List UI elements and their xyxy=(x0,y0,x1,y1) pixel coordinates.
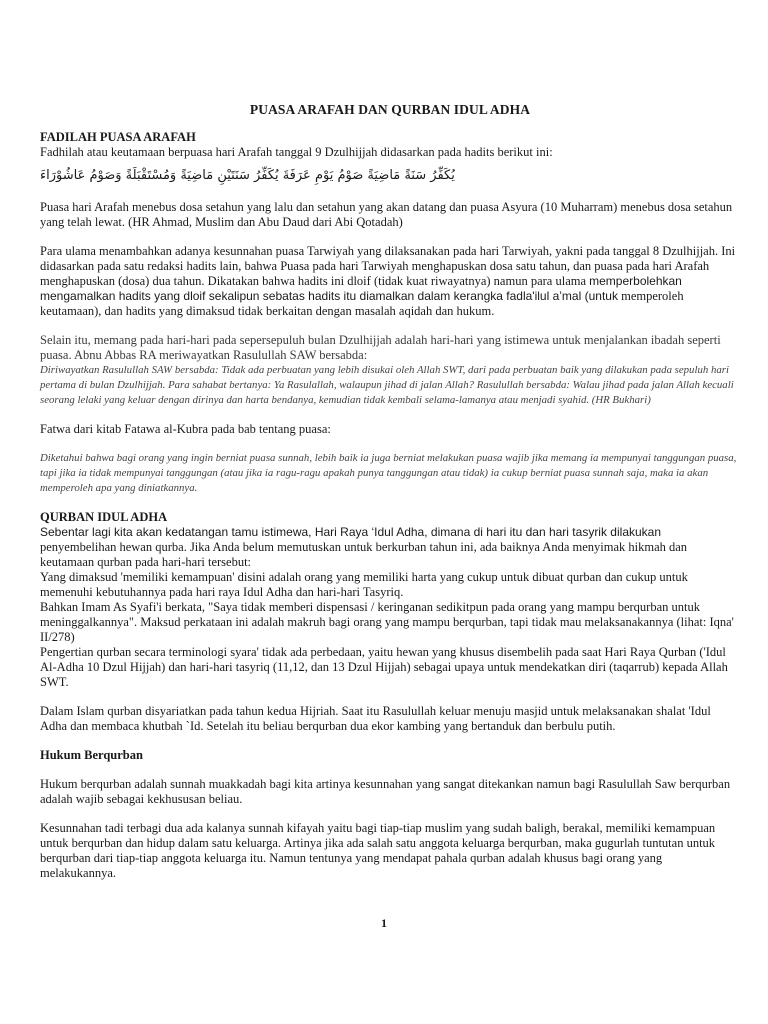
paragraph-tarwiyah-part3: memperoleh keutamaan), dan hadits yang dimaksud tidak berkaitan dengan masalah aqidah dan hukum. xyxy=(40,289,684,318)
paragraph-qurban-intro-part2: penyembelihan hewan qurba. Jika Anda belum memutuskan untuk berkurban tahun ini, ada baiknya Anda menyimak hikmah dan keutamaan qurban pada hari-hari tersebut: xyxy=(40,540,688,569)
paragraph-tarwiyah-part2: memperbolehkan mengamalkan hadits yang dloif sekalipun sebatas hadits itu diamalkan dalam kerangka fadla'ilul a’mal (untuk xyxy=(40,274,682,303)
paragraph-arafah-benefit: Puasa hari Arafah menebus dosa setahun yang lalu dan setahun yang akan datang dan puasa Asyura (10 Muharram) menebus dosa setahun yang telah lewat. (HR Ahmad, Muslim dan Abu Daud dari Abi Qotadah) xyxy=(40,200,733,229)
section-heading-fadilah: FADILAH PUASA ARAFAH xyxy=(40,130,196,144)
paragraph-fatwa: Fatwa dari kitab Fatawa al-Kubra pada bab tentang puasa: xyxy=(40,422,331,436)
document-body xyxy=(40,102,740,881)
paragraph-tarwiyah-part1: Para ulama menambahkan adanya kesunnahan puasa Tarwiyah yang dilaksanakan pada hari Tarwiyah, yakni pada tanggal 8 Dzulhijjah. Ini didasarkan pada satu redaksi hadits lain, bahwa Puasa pada hari Tarwiyah menghapuskan dosa satu tahun, dan puasa pada hari Arafah menghapuskan (dosa) dua tahun. Dikatakan bahwa hadits ini dloif (tidak kuat riwayatnya) namun para ulama xyxy=(40,244,736,288)
section-heading-qurban: QURBAN IDUL ADHA xyxy=(40,510,168,524)
paragraph-pengertian: Pengertian qurban secara terminologi syara' tidak ada perbedaan, yaitu hewan yang khusus disembelih pada saat Hari Raya Qurban ('Idul Al-Adha 10 Dzul Hijjah) dan hari-hari tasyriq (11,12, dan 13 Dzul Hijjah) sebagai upaya untuk mendekatkan diri (taqarrub) kepada Allah SWT. xyxy=(40,645,728,689)
section-heading-hukum: Hukum Berqurban xyxy=(40,748,143,762)
page-number: 1 xyxy=(381,916,387,930)
paragraph-imam-syafii: Bahkan Imam As Syafi'i berkata, "Saya tidak memberi dispensasi / keringanan sedikitpun pada orang yang mampu berqurban untuk meninggalkannya". Maksud perkataan ini adalah makruh bagi orang yang mampu berqurban, tapi tidak mau melaksanakannya (lihat: Iqna' II/278) xyxy=(40,600,734,644)
paragraph-hukum: Hukum berqurban adalah sunnah muakkadah bagi kita artinya kesunnahan yang sangat ditekankan namun bagi Rasulullah Saw berqurban adalah wajib sebagai kekhususan beliau. xyxy=(40,777,731,806)
paragraph-qurban-intro-part1: Sebentar lagi kita akan kedatangan tamu istimewa, Hari Raya ‘Idul Adha, dimana di hari itu dan hari tasyrik dilakukan xyxy=(40,525,662,539)
paragraph-kesunnahan: Kesunnahan tadi terbagi dua ada kalanya sunnah kifayah yaitu bagi tiap-tiap muslim yang sudah baligh, berakal, memiliki kemampuan untuk berqurban dan hidup dalam satu keluarga. Artinya jika ada salah satu anggota keluarga berqurban, maka gugurlah tuntutan untuk berqurban dari tiap-tiap anggota keluarga itu. Namun tentunya yang mendapat pahala qurban adalah khusus bagi orang yang melakukannya. xyxy=(40,821,716,880)
paragraph-dzulhijjah: Selain itu, memang pada hari-hari pada sepersepuluh bulan Dzulhijjah adalah hari-hari yang istimewa untuk menjalankan ibadah seperti puasa. Abnu Abbas RA meriwayatkan Rasulullah SAW bersabda: xyxy=(40,333,721,362)
paragraph-sejarah: Dalam Islam qurban disyariatkan pada tahun kedua Hijriah. Saat itu Rasulullah keluar menuju masjid untuk melaksanakan shalat 'Idul Adha dan membaca khutbah `Id. Setelah itu beliau berqurban dua ekor kambing yang bertanduk dan berbulu putih. xyxy=(40,704,711,733)
paragraph-tarwiyah xyxy=(40,244,740,319)
quote-fatwa: Diketahui bahwa bagi orang yang ingin berniat puasa sunnah, lebih baik ia juga berniat melakukan puasa wajib jika memang ia mempunyai tanggungan puasa, tapi jika ia tidak mempunyai tanggungan (atau jika ia ragu-ragu apakah punya tanggungan atau tidak) ia cukup berniat puasa sunnah saja, maka ia akan memperoleh apa yang diniatkannya. xyxy=(40,452,737,494)
arabic-hadith: يُكَفِّرُ سَنَةً مَاضِيَةً صَوْمُ يَوْمِ عَرَفَةَ يُكَفِّرُ سَنَتَيْنِ مَاضِيَةً وَمُسْتَقْبَلَةً وَصَوْمُ عَاشُوْرَاءَ xyxy=(40,168,455,183)
paragraph-intro: Fadhilah atau keutamaan berpuasa hari Arafah tanggal 9 Dzulhijjah didasarkan pada hadits berikut ini: xyxy=(40,145,553,159)
paragraph-kemampuan: Yang dimaksud 'memiliki kemampuan' disini adalah orang yang memiliki harta yang cukup untuk dibuat qurban dan cukup untuk memenuhi kebutuhannya pada hari raya Idul Adha dan hari-hari Tasyriq. xyxy=(40,570,688,599)
quote-bukhari: Diriwayatkan Rasulullah SAW bersabda: Tidak ada perbuatan yang lebih disukai oleh Allah SWT, dari pada perbuatan baik yang dilakukan pada sepuluh hari pertama di bulan Dzulhijjah. Para sahabat bertanya: Ya Rasulallah, walaupun jihad di jalan Allah? Rasulullah bersabda: Walau jihad pada jalan Allah kecuali seorang lelaki yang keluar dengan dirinya dan harta bendanya, kemudian tidak kembali selama-lamanya atau menjadi syahid. (HR Bukhari) xyxy=(40,364,734,406)
document-title: PUASA ARAFAH DAN QURBAN IDUL ADHA xyxy=(249,102,531,117)
